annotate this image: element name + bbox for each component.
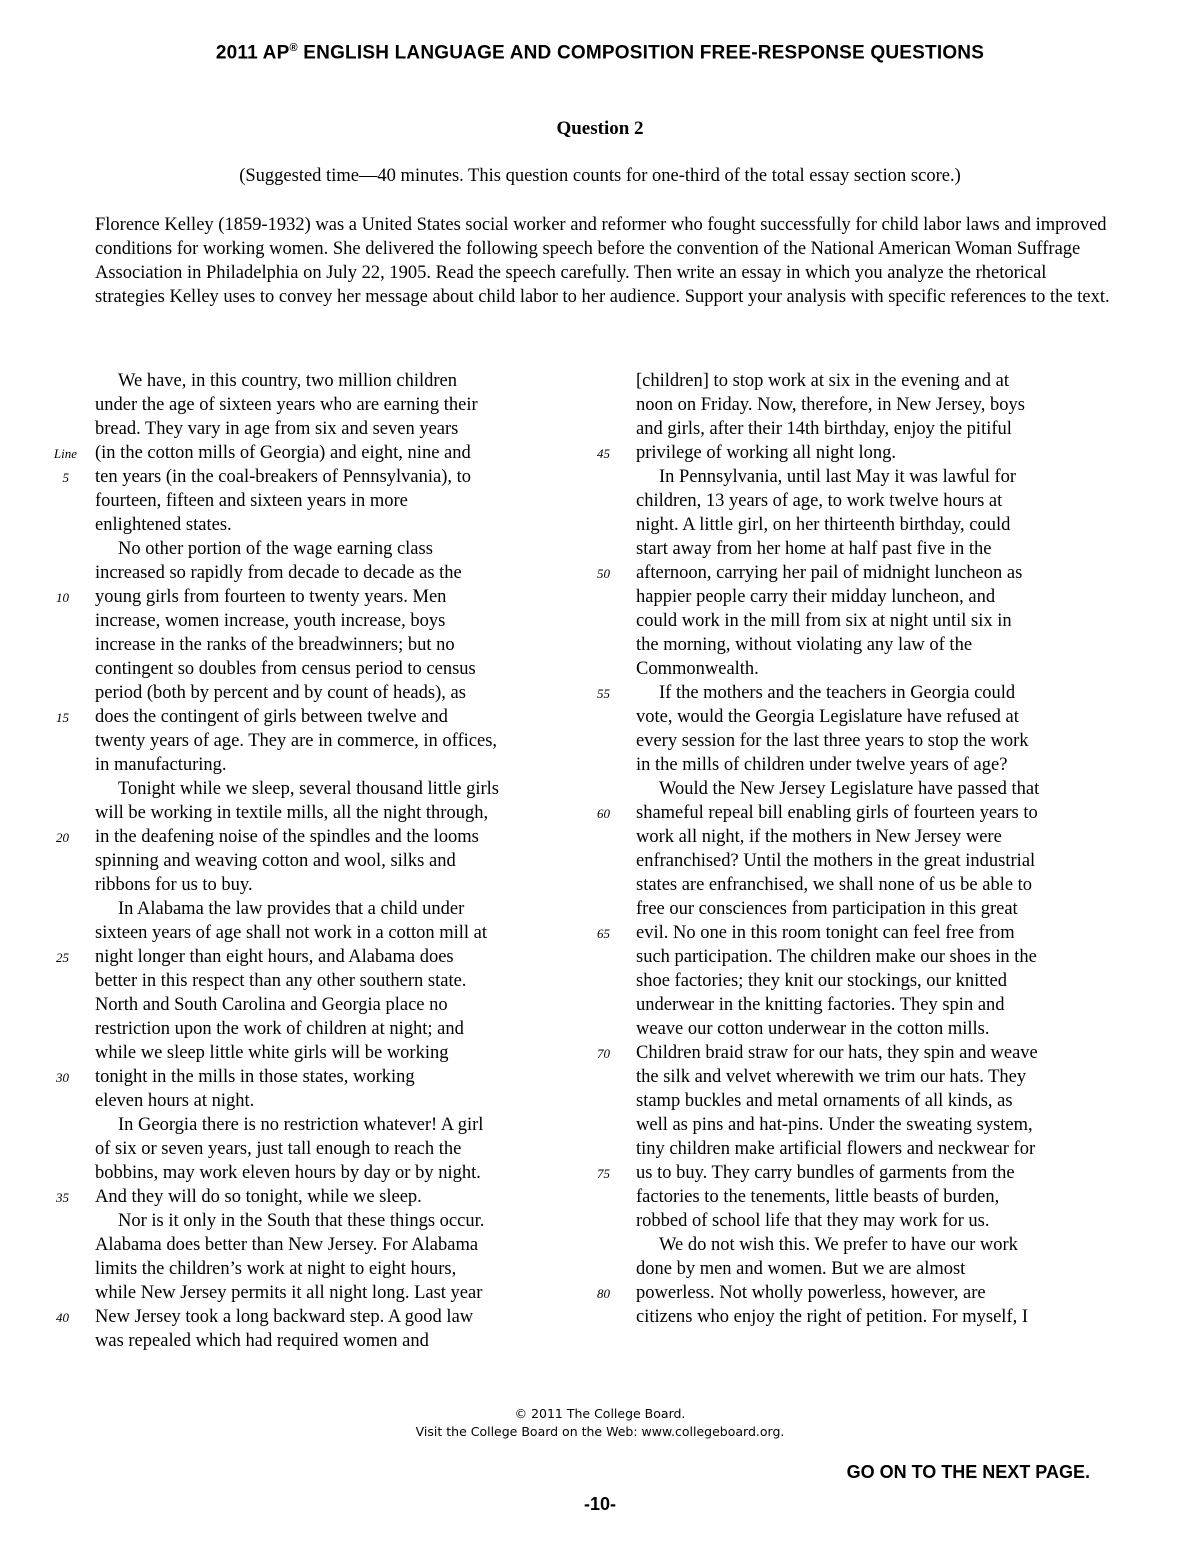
page-header: [0, 42, 1200, 64]
passage-line: [56, 1305, 575, 1329]
passage-line-text: in the mills of children under twelve years of age?: [636, 755, 1008, 775]
passage-line: [636, 1017, 1116, 1041]
passage-line-text: limits the children’s work at night to eight hours,: [95, 1259, 457, 1279]
passage-line-text: the morning, without violating any law of the: [636, 635, 973, 655]
passage-line: [95, 681, 575, 705]
passage-line-text: No other portion of the wage earning class: [118, 539, 433, 559]
passage-line-text: ribbons for us to buy.: [95, 875, 253, 895]
line-number: 35: [56, 1190, 69, 1205]
passage-line: [597, 1161, 1116, 1185]
passage-line-text: Alabama does better than New Jersey. For Alabama: [95, 1235, 479, 1255]
passage-line-text: increase, women increase, youth increase, boys: [95, 611, 446, 631]
passage-line: [597, 561, 1116, 585]
passage-line-text: does the contingent of girls between twelve and: [95, 707, 448, 727]
passage-line-text: In Georgia there is no restriction whatever! A girl: [118, 1115, 484, 1135]
passage-line-text: such participation. The children make our shoes in the: [636, 947, 1037, 967]
line-number: 40: [56, 1310, 69, 1325]
line-number: 30: [56, 1070, 69, 1085]
passage-line: [62, 465, 575, 489]
line-number: 5: [62, 470, 69, 485]
passage-line: [636, 945, 1116, 969]
passage-line: [95, 489, 575, 513]
passage-line: [95, 1041, 575, 1065]
passage-line-text: evil. No one in this room tonight can feel free from: [636, 923, 1015, 943]
passage-line: [95, 369, 575, 393]
passage-line-text: contingent so doubles from census period to census: [95, 659, 476, 679]
registered-mark: ®: [289, 42, 298, 54]
passage-line-text: Tonight while we sleep, several thousand little girls: [118, 779, 499, 799]
passage-line-text: every session for the last three years to stop the work: [636, 731, 1029, 751]
passage-line: [95, 1137, 575, 1161]
line-number: 60: [597, 806, 610, 821]
passage-line: [56, 945, 575, 969]
passage-line: [95, 657, 575, 681]
passage-line-text: enfranchised? Until the mothers in the great industrial: [636, 851, 1036, 871]
line-number: 75: [597, 1166, 610, 1181]
question-prompt: Florence Kelley (1859-1932) was a United States social worker and reformer who fought successfully for child labor laws and improved conditions for working women. She delivered the following speech before the convention of the National American Woman Suffrage Association in Philadelphia on July 22, 1905. Read the speech carefully. Then write an essay in which you analyze the rhetorical strategies Kelley uses to convey her message about child labor to her audience. Support your analysis with specific references to the text.: [95, 215, 1110, 307]
passage-line: [636, 657, 1116, 681]
passage-line: [636, 825, 1116, 849]
passage-line-text: Would the New Jersey Legislature have passed that: [659, 779, 1040, 799]
passage-line: [597, 801, 1116, 825]
passage-line-text: night longer than eight hours, and Alabama does: [95, 947, 454, 967]
passage-line: [636, 393, 1116, 417]
passage-line: [95, 417, 575, 441]
passage-line: [95, 1329, 575, 1353]
passage-line-text: New Jersey took a long backward step. A good law: [95, 1307, 474, 1327]
passage-line-text: We have, in this country, two million children: [118, 371, 457, 391]
passage-line-text: enlightened states.: [95, 515, 232, 535]
question-title: Question 2: [556, 118, 644, 139]
passage-line-text: privilege of working all night long.: [636, 443, 896, 463]
passage-line: [636, 1137, 1116, 1161]
passage-line: [597, 1281, 1116, 1305]
passage-line-text: bread. They vary in age from six and seven years: [95, 419, 459, 439]
passage-line: [95, 609, 575, 633]
line-number: 45: [597, 446, 610, 461]
passage-line: [95, 1089, 575, 1113]
passage-line-text: shoe factories; they knit our stockings, our knitted: [636, 971, 1007, 991]
passage-line-text: restriction upon the work of children at night; and: [95, 1019, 464, 1039]
passage-line-text: eleven hours at night.: [95, 1091, 255, 1111]
passage-line: [636, 1233, 1116, 1257]
passage-line: [95, 993, 575, 1017]
line-number: 15: [56, 710, 69, 725]
header-prefix: 2011 AP: [215, 42, 290, 64]
passage-line: [95, 1017, 575, 1041]
passage-line-text: stamp buckles and metal ornaments of all kinds, as: [636, 1091, 1013, 1111]
passage-line-text: Nor is it only in the South that these things occur.: [118, 1211, 485, 1231]
passage-line-text: under the age of sixteen years who are earning their: [95, 395, 478, 415]
passage-line: [636, 729, 1116, 753]
passage-line: [636, 537, 1116, 561]
passage-line-text: spinning and weaving cotton and wool, silks and: [95, 851, 456, 871]
passage-line-text: Children braid straw for our hats, they spin and weave: [636, 1043, 1038, 1063]
passage-line: [95, 777, 575, 801]
passage-line-text: North and South Carolina and Georgia place no: [95, 995, 448, 1015]
passage-line: [597, 921, 1116, 945]
passage-line: [636, 849, 1116, 873]
passage-line: [95, 801, 575, 825]
passage-line: [95, 897, 575, 921]
passage-line-text: underwear in the knitting factories. They spin and: [636, 995, 1005, 1015]
passage-line-text: work all night, if the mothers in New Jersey were: [636, 827, 1002, 847]
suggested-time: (Suggested time—40 minutes. This question counts for one-third of the total essay section score.): [239, 166, 961, 186]
passage-line-text: citizens who enjoy the right of petition. For myself, I: [636, 1307, 1029, 1327]
passage-line: [636, 1065, 1116, 1089]
line-number: 10: [56, 590, 69, 605]
passage-line: [95, 537, 575, 561]
passage-line-text: ten years (in the coal-breakers of Pennsylvania), to: [95, 467, 472, 487]
passage-line-text: happier people carry their midday luncheon, and: [636, 587, 996, 607]
passage-line-text: period (both by percent and by count of heads), as: [95, 683, 466, 703]
passage-line: [636, 1185, 1116, 1209]
passage-column-left: [53, 369, 575, 1353]
passage-line: [95, 1209, 575, 1233]
passage-line-text: increased so rapidly from decade to decade as the: [95, 563, 462, 583]
line-number: 80: [597, 1286, 610, 1301]
passage-line-text: sixteen years of age shall not work in a cotton mill at: [95, 923, 487, 943]
passage-line: [597, 441, 1116, 465]
passage-line: [636, 897, 1116, 921]
line-number: 20: [56, 830, 69, 845]
passage-line-text: [children] to stop work at six in the evening and at: [636, 371, 1009, 391]
passage-line: [95, 561, 575, 585]
passage-line-text: factories to the tenements, little beasts of burden,: [636, 1187, 1000, 1207]
passage-column-right: [597, 369, 1116, 1329]
passage-line-text: us to buy. They carry bundles of garments from the: [636, 1163, 1015, 1183]
passage-line: [636, 369, 1116, 393]
passage-line: [636, 705, 1116, 729]
passage-line-text: afternoon, carrying her pail of midnight luncheon as: [636, 563, 1023, 583]
passage-line: [95, 873, 575, 897]
passage-line-text: (in the cotton mills of Georgia) and eight, nine and: [95, 443, 471, 463]
passage-line: [95, 1233, 575, 1257]
passage-line-text: We do not wish this. We prefer to have our work: [659, 1235, 1018, 1255]
line-number: Line: [53, 446, 77, 461]
passage-line: [53, 441, 575, 465]
passage-line-text: will be working in textile mills, all the night through,: [95, 803, 489, 823]
passage-line: [636, 609, 1116, 633]
passage-line-text: children, 13 years of age, to work twelve hours at: [636, 491, 1003, 511]
passage-line: [56, 585, 575, 609]
passage-line: [636, 417, 1116, 441]
page-number: -10-: [583, 1494, 616, 1514]
passage-line-text: done by men and women. But we are almost: [636, 1259, 966, 1279]
passage-line-text: in manufacturing.: [95, 755, 227, 775]
passage-line-text: states are enfranchised, we shall none of us be able to: [636, 875, 1033, 895]
passage-line-text: tonight in the mills in those states, working: [95, 1067, 415, 1087]
passage-line-text: vote, would the Georgia Legislature have refused at: [636, 707, 1019, 727]
passage-line-text: In Alabama the law provides that a child under: [118, 899, 465, 919]
passage-line: [636, 777, 1116, 801]
passage-line: [636, 465, 1116, 489]
passage-line: [95, 753, 575, 777]
line-number: 65: [597, 926, 610, 941]
passage-line: [597, 1041, 1116, 1065]
passage-line-text: tiny children make artificial flowers and neckwear for: [636, 1139, 1036, 1159]
passage-line: [636, 585, 1116, 609]
passage-line: [95, 1161, 575, 1185]
passage-line: [56, 1185, 575, 1209]
passage-line-text: better in this respect than any other southern state.: [95, 971, 467, 991]
passage-line: [636, 753, 1116, 777]
passage-line-text: the silk and velvet wherewith we trim our hats. They: [636, 1067, 1027, 1087]
passage-line: [636, 513, 1116, 537]
passage-line: [95, 849, 575, 873]
passage-line: [636, 1089, 1116, 1113]
passage-line-text: was repealed which had required women and: [95, 1331, 429, 1351]
passage-line: [95, 513, 575, 537]
passage-line-text: shameful repeal bill enabling girls of fourteen years to: [636, 803, 1038, 823]
passage-line: [56, 825, 575, 849]
passage-line: [636, 873, 1116, 897]
passage-line: [636, 1257, 1116, 1281]
passage-line: [636, 993, 1116, 1017]
passage-line: [636, 1113, 1116, 1137]
passage-line-text: of six or seven years, just tall enough to reach the: [95, 1139, 462, 1159]
passage-line-text: If the mothers and the teachers in Georgia could: [659, 683, 1016, 703]
passage-line-text: powerless. Not wholly powerless, however, are: [636, 1283, 986, 1303]
passage-line: [95, 729, 575, 753]
passage-line-text: increase in the ranks of the breadwinners; but no: [95, 635, 455, 655]
passage-line-text: twenty years of age. They are in commerce, in offices,: [95, 731, 498, 751]
passage-line: [95, 633, 575, 657]
passage-line-text: In Pennsylvania, until last May it was lawful for: [659, 467, 1017, 487]
passage-line-text: young girls from fourteen to twenty years. Men: [95, 587, 447, 607]
passage-line: [56, 1065, 575, 1089]
passage-line: [56, 705, 575, 729]
passage-line-text: free our consciences from participation in this great: [636, 899, 1018, 919]
website-notice: Visit the College Board on the Web: www.collegeboard.org.: [415, 1424, 785, 1439]
passage-line: [636, 969, 1116, 993]
passage-line: [636, 1209, 1116, 1233]
passage-line-text: in the deafening noise of the spindles and the looms: [95, 827, 479, 847]
passage-line: [95, 969, 575, 993]
passage-line: [636, 633, 1116, 657]
passage-line: [597, 681, 1116, 705]
passage-line: [95, 1113, 575, 1137]
passage-line: [95, 1281, 575, 1305]
passage-line-text: start away from her home at half past five in the: [636, 539, 992, 559]
passage-line-text: And they will do so tonight, while we sleep.: [95, 1187, 422, 1207]
passage-line-text: fourteen, fifteen and sixteen years in more: [95, 491, 408, 511]
line-number: 25: [56, 950, 69, 965]
passage-line-text: and girls, after their 14th birthday, enjoy the pitiful: [636, 419, 1012, 439]
go-on-notice: GO ON TO THE NEXT PAGE.: [846, 1462, 1090, 1482]
passage-line-text: well as pins and hat-pins. Under the sweating system,: [636, 1115, 1033, 1135]
passage-line-text: could work in the mill from six at night until six in: [636, 611, 1012, 631]
line-number: 55: [597, 686, 610, 701]
header-rest: ENGLISH LANGUAGE AND COMPOSITION FREE-RESPONSE QUESTIONS: [297, 42, 985, 64]
passage-line-text: robbed of school life that they may work for us.: [636, 1211, 990, 1231]
passage-line-text: while New Jersey permits it all night long. Last year: [95, 1283, 483, 1303]
passage-line-text: Commonwealth.: [636, 659, 759, 679]
line-number: 70: [597, 1046, 610, 1061]
passage-line-text: noon on Friday. Now, therefore, in New Jersey, boys: [636, 395, 1025, 415]
passage-line: [636, 489, 1116, 513]
passage-line-text: night. A little girl, on her thirteenth birthday, could: [636, 515, 1011, 535]
passage-line: [95, 393, 575, 417]
copyright-notice: © 2011 The College Board.: [514, 1406, 686, 1421]
passage-line-text: while we sleep little white girls will be working: [95, 1043, 449, 1063]
line-number: 50: [597, 566, 610, 581]
passage-line-text: bobbins, may work eleven hours by day or by night.: [95, 1163, 481, 1183]
passage-line: [95, 1257, 575, 1281]
passage-line-text: weave our cotton underwear in the cotton mills.: [636, 1019, 990, 1039]
passage-line: [636, 1305, 1116, 1329]
passage-line: [95, 921, 575, 945]
